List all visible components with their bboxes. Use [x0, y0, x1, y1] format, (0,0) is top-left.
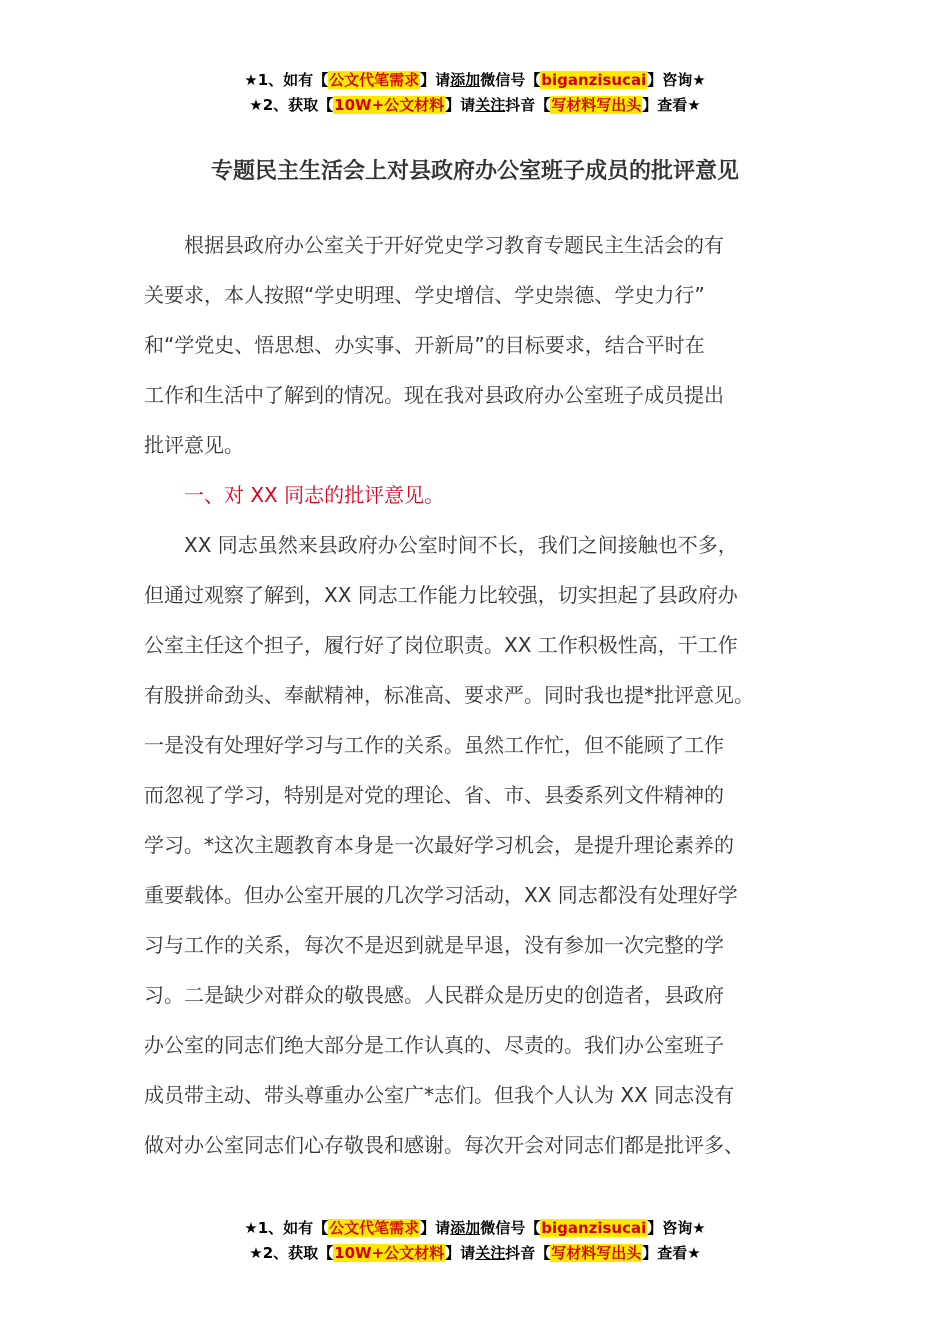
header-banner — [0, 68, 950, 118]
banner-text-underlined: 关注 — [475, 96, 506, 114]
document-title: 专题民主生活会上对县政府办公室班子成员的批评意见 — [210, 159, 739, 184]
paragraph-line: 工作和生活中了解到的情况。现在我对县政府办公室班子成员提出 — [144, 383, 724, 407]
banner-line-1 — [0, 1216, 950, 1241]
paragraph-line: 根据县政府办公室关于开好党史学习教育专题民主生活会的有 — [144, 233, 724, 257]
highlight-wechat-id: biganzisucai — [541, 1219, 647, 1237]
footer-banner — [0, 1216, 950, 1266]
paragraph-line: 和“学党史、悟思想、办实事、开新局”的目标要求，结合平时在 — [144, 333, 705, 357]
banner-text: 】查看 — [642, 1244, 688, 1262]
paragraph-line: 批评意见。 — [144, 433, 244, 457]
star-icon: ★ — [249, 1244, 263, 1262]
paragraph-line: 关要求，本人按照“学史明理、学史增信、学史崇德、学史力行” — [144, 283, 705, 307]
star-icon: ★ — [692, 71, 706, 89]
banner-text: 2、获取【 — [262, 96, 334, 114]
highlight-douyin-account: 写材料写出头 — [551, 96, 642, 114]
banner-text-underlined: 添加 — [450, 71, 481, 89]
paragraph-line: 学习。*这次主题教育本身是一次最好学习机会，是提升理论素养的 — [144, 833, 734, 857]
banner-text: 2、获取【 — [262, 1244, 334, 1262]
banner-text: 1、如有【 — [257, 1219, 329, 1237]
paragraph-line: 习。二是缺少对群众的敬畏感。人民群众是历史的创造者，县政府 — [144, 983, 724, 1007]
banner-text: 】请 — [420, 1219, 451, 1237]
section-heading: 一、对 XX 同志的批评意见。 — [144, 483, 445, 507]
paragraph-line: 办公室的同志们绝大部分是工作认真的、尽责的。我们办公室班子 — [144, 1033, 724, 1057]
banner-line-2 — [0, 1241, 950, 1266]
paragraph-line: 成员带主动、带头尊重办公室广*志们。但我个人认为 XX 同志没有 — [144, 1083, 735, 1107]
banner-text-underlined: 添加 — [450, 1219, 481, 1237]
banner-text: 】请 — [420, 71, 451, 89]
paragraph-line: 而忽视了学习，特别是对党的理论、省、市、县委系列文件精神的 — [144, 783, 724, 807]
highlight-douyin-account: 写材料写出头 — [551, 1244, 642, 1262]
highlight-ghostwriting: 公文代笔需求 — [329, 1219, 420, 1237]
banner-line-2 — [0, 93, 950, 118]
paragraph-line: 重要载体。但办公室开展的几次学习活动，XX 同志都没有处理好学 — [144, 883, 738, 907]
star-icon: ★ — [692, 1219, 706, 1237]
document-body — [144, 220, 804, 1170]
highlight-materials: 10W+公文材料 — [334, 96, 445, 114]
paragraph-line: 做对办公室同志们心存敬畏和感谢。每次开会对同志们都是批评多、 — [144, 1133, 744, 1157]
paragraph-line: 但通过观察了解到，XX 同志工作能力比较强，切实担起了县政府办 — [144, 583, 738, 607]
banner-text: 】咨询 — [647, 71, 693, 89]
paragraph-line: 一是没有处理好学习与工作的关系。虽然工作忙，但不能顾了工作 — [144, 733, 724, 757]
banner-text: 】咨询 — [647, 1219, 693, 1237]
banner-line-1 — [0, 68, 950, 93]
banner-text-underlined: 关注 — [475, 1244, 506, 1262]
star-icon: ★ — [244, 1219, 258, 1237]
star-icon: ★ — [687, 1244, 701, 1262]
paragraph-line: 有股拼命劲头、奉献精神，标准高、要求严。同时我也提*批评意见。 — [144, 683, 754, 707]
banner-text: 微信号【 — [480, 1219, 541, 1237]
paragraph-line: 公室主任这个担子，履行好了岗位职责。XX 工作积极性高，干工作 — [144, 633, 738, 657]
banner-text: 抖音【 — [505, 96, 551, 114]
paragraph-line: XX 同志虽然来县政府办公室时间不长，我们之间接触也不多， — [144, 533, 738, 557]
highlight-ghostwriting: 公文代笔需求 — [329, 71, 420, 89]
paragraph-line: 习与工作的关系，每次不是迟到就是早退，没有参加一次完整的学 — [144, 933, 724, 957]
banner-text: 】查看 — [642, 96, 688, 114]
star-icon: ★ — [244, 71, 258, 89]
highlight-wechat-id: biganzisucai — [541, 71, 647, 89]
banner-text: 抖音【 — [505, 1244, 551, 1262]
banner-text: 】请 — [445, 96, 476, 114]
banner-text: 1、如有【 — [257, 71, 329, 89]
star-icon: ★ — [249, 96, 263, 114]
star-icon: ★ — [687, 96, 701, 114]
banner-text: 】请 — [445, 1244, 476, 1262]
banner-text: 微信号【 — [480, 71, 541, 89]
highlight-materials: 10W+公文材料 — [334, 1244, 445, 1262]
